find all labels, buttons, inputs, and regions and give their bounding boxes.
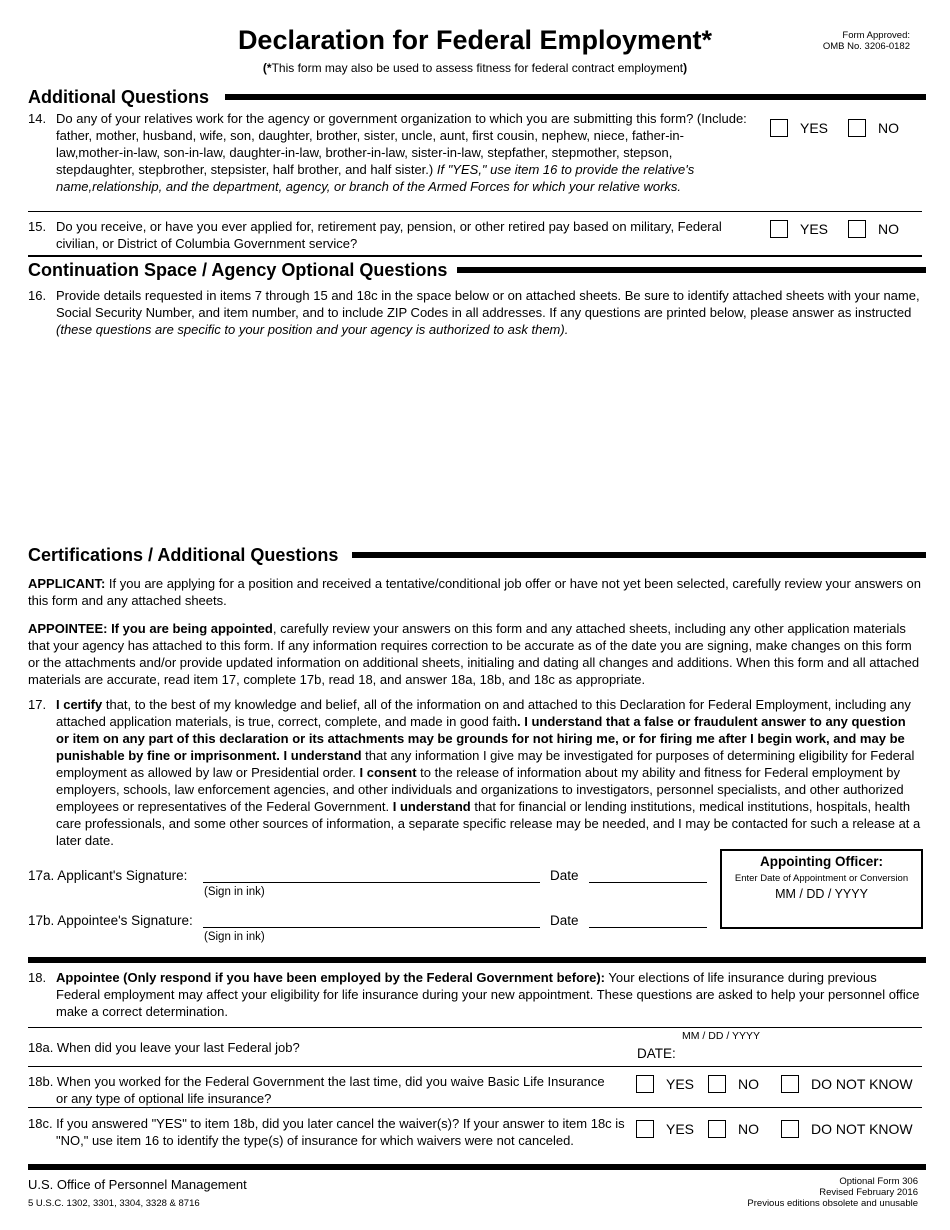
divider — [28, 1164, 926, 1170]
q18c-no-option[interactable]: NO — [708, 1120, 759, 1138]
question-16: 16. Provide details requested in items 7 through 15 and 18c in the space below or on attached sheets. Be sure to identify attached sheets with your name, Social Security Number, and item number, and to include ZIP Codes in all addresses. If any questions are printed below, please answer as instructed (these questions are specific to your position and your agency is authorized to ask them). — [28, 288, 920, 337]
applicant-signature-line[interactable] — [203, 882, 540, 883]
date-format-hint: MM / DD / YYYY — [682, 1030, 760, 1042]
q14-no-checkbox[interactable] — [848, 119, 866, 137]
section-continuation: Continuation Space / Agency Optional Questions — [28, 259, 926, 281]
appointee-signature-line[interactable] — [203, 927, 540, 928]
omb-info: Form Approved: OMB No. 3206-0182 — [822, 30, 910, 52]
question-18c: 18c. If you answered "YES" to item 18b, did you later cancel the waiver(s)? If your answer to item 18c is "NO," use item 16 to identify the type(s) of insurance for which waivers were not canceled. — [28, 1116, 625, 1148]
applicant-date-label: Date — [550, 868, 579, 883]
footer-form-info: Optional Form 306 Revised February 2016 Previous editions obsolete and unusable — [747, 1176, 918, 1209]
divider — [28, 255, 922, 257]
footer-agency: U.S. Office of Personnel Management — [28, 1177, 247, 1192]
divider — [28, 1066, 922, 1067]
appointee-date-line[interactable] — [589, 927, 707, 928]
q18b-dnk-checkbox[interactable] — [781, 1075, 799, 1093]
appointee-instructions: APPOINTEE: If you are being appointed, carefully review your answers on this form and any attached sheets, including any other application materials that your agency has attached to this form. If any information requires correction to be accurate as of the date you are signing, make changes on this form or the attachments and/or provide updated information on additional sheets, initialing and dating all changes and additions. When this form and all attached materials are accurate, read item 17, complete 17b, read 18, and answer 18a, 18b, and 18c as appropriate. — [28, 621, 920, 687]
applicant-date-line[interactable] — [589, 882, 707, 883]
form-subtitle: (*This form may also be used to assess fitness for federal contract employment) — [262, 61, 688, 75]
q14-no-option[interactable]: NO — [848, 119, 899, 137]
q18b-no-checkbox[interactable] — [708, 1075, 726, 1093]
q18c-yes-option[interactable]: YES — [636, 1120, 694, 1138]
q14-yes-checkbox[interactable] — [770, 119, 788, 137]
q18a-date-label: DATE: — [637, 1046, 676, 1061]
appointee-signature-label: 17b. Appointee's Signature: — [28, 913, 193, 928]
divider — [28, 211, 922, 212]
continuation-space[interactable] — [28, 340, 922, 535]
q18b-yes-checkbox[interactable] — [636, 1075, 654, 1093]
q18a-date-input[interactable] — [682, 1044, 802, 1062]
q18c-no-checkbox[interactable] — [708, 1120, 726, 1138]
form-title: Declaration for Federal Employment* — [237, 25, 713, 55]
question-18: 18. Appointee (Only respond if you have been employed by the Federal Government before): Your elections of life insurance during previous Federal employment may affect your eligibility for life insurance during your new appointment. These questions are asked to help your personnel office make a correct determination. — [28, 970, 920, 1019]
q15-no-option[interactable]: NO — [848, 220, 899, 238]
section-additional-questions: Additional Questions — [28, 86, 926, 108]
question-14: 14. Do any of your relatives work for the agency or government organization to which you are submitting this form? (Include: father, mother, husband, wife, son, daughter, brother, sister, uncle, aunt, first cousin, nephew, niece, father-in-law,mother-in-law, son-in-law, daughter-in-law, brother-in-law, sister-in-law, stepfather, stepmother, stepson, stepdaughter, stepbrother, stepsister, half brother, and half sister.) If "YES," use item 16 to provide the relative's name,relationship, and the department, agency, or branch of the Armed Forces for which your relative works. — [28, 111, 747, 194]
q15-yes-checkbox[interactable] — [770, 220, 788, 238]
divider — [28, 957, 926, 963]
appointee-date-label: Date — [550, 913, 579, 928]
q18b-yes-option[interactable]: YES — [636, 1075, 694, 1093]
q15-yes-option[interactable]: YES — [770, 220, 828, 238]
question-18b: 18b. When you worked for the Federal Government the last time, did you waive Basic Life Insurance or any type of optional life insurance? — [28, 1074, 605, 1106]
applicant-instructions: APPLICANT: If you are applying for a position and received a tentative/conditional job offer or have not yet been selected, carefully review your answers on this form and any attached sheets. — [28, 576, 921, 608]
q18c-dnk-option[interactable]: DO NOT KNOW — [781, 1120, 913, 1138]
q18c-dnk-checkbox[interactable] — [781, 1120, 799, 1138]
question-15: 15. Do you receive, or have you ever applied for, retirement pay, pension, or other retired pay based on military, Federal civilian, or District of Columbia Government service? — [28, 219, 722, 251]
q18b-dnk-option[interactable]: DO NOT KNOW — [781, 1075, 913, 1093]
applicant-signature-label: 17a. Applicant's Signature: — [28, 868, 188, 883]
sign-in-ink-note: (Sign in ink) — [204, 886, 265, 898]
q18c-yes-checkbox[interactable] — [636, 1120, 654, 1138]
question-17-certification: 17. I certify that, to the best of my knowledge and belief, all of the information on and attached to this Declaration for Federal Employment, including any attached application materials, is true, correct, complete, and made in good faith. I understand that a false or fraudulent answer to any question or item on any part of this declaration or its attachments may be grounds for not hiring me, or for firing me after I begin work, and may be punishable by fine or imprisonment. I understand that any information I give may be investigated for purposes of determining eligibility for Federal employment as allowed by law or Presidential order. I consent to the release of information about my ability and fitness for Federal employment by employers, schools, law enforcement agencies, and other individuals and organizations to investigators, personnel specialists, and other authorized employees or representatives of the Federal Government. I understand that for financial or lending institutions, medical institutions, hospitals, health care professionals, and some other sources of information, a separate specific release may be needed, and I may be contacted for such a release at a later date. — [28, 697, 921, 848]
q14-yes-option[interactable]: YES — [770, 119, 828, 137]
question-18a: 18a. When did you leave your last Federal job? — [28, 1040, 300, 1055]
sign-in-ink-note: (Sign in ink) — [204, 931, 265, 943]
divider — [28, 1027, 922, 1028]
section-certifications: Certifications / Additional Questions — [28, 544, 926, 566]
appointing-officer-box[interactable]: Appointing Officer: Enter Date of Appointment or Conversion MM / DD / YYYY — [720, 849, 923, 929]
q15-no-checkbox[interactable] — [848, 220, 866, 238]
q18b-no-option[interactable]: NO — [708, 1075, 759, 1093]
footer-usc: 5 U.S.C. 1302, 3301, 3304, 3328 & 8716 — [28, 1198, 200, 1209]
divider — [28, 1107, 922, 1108]
